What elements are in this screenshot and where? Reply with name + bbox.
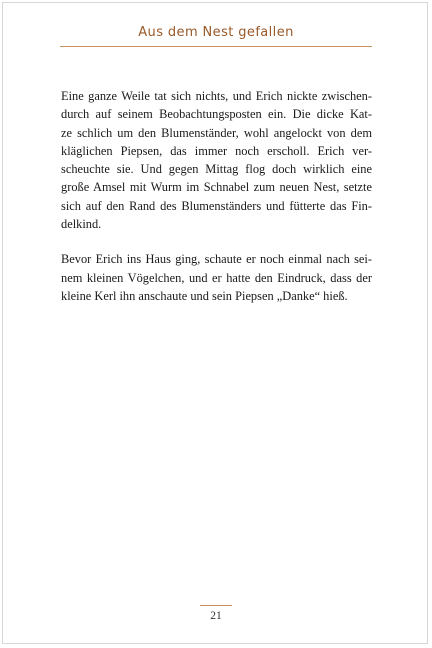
running-head-title: Aus dem Nest gefallen [138, 25, 294, 40]
footer-divider [200, 605, 232, 606]
text-line: ze schlich um den Blumenständer, wohl angelockt von dem [61, 125, 372, 140]
text-line: Bevor Erich ins Haus ging, schaute er noch einmal nach sei- [61, 252, 372, 267]
text-line: delkind. [61, 217, 102, 232]
text-line: kläglichen Piepsen, das immer noch erscholl. Erich ver- [61, 143, 372, 158]
text-line: große Amsel mit Wurm im Schnabel zum neuen Nest, setzte [61, 180, 372, 195]
text-line: durch auf seinem Beobachtungsposten ein. Die dicke Kat- [61, 107, 372, 122]
paragraph-1 [61, 87, 372, 233]
page-number: 21 [210, 610, 222, 622]
body-text [61, 87, 372, 322]
text-line: Eine ganze Weile tat sich nichts, und Erich nickte zwischen- [61, 89, 372, 103]
text-line: kleine Kerl ihn anschaute und sein Piepsen „Danke“ hieß. [61, 288, 348, 303]
text-line: nem kleinen Vögelchen, und er hatte den Eindruck, dass der [61, 270, 372, 285]
paragraph-2 [61, 250, 372, 305]
text-line: scheuchte sie. Und gegen Mittag flog doch wirklich eine [61, 162, 372, 177]
header-divider [60, 46, 372, 47]
text-line: sich auf den Rand des Blumenständers und fütterte das Fin- [61, 198, 372, 213]
